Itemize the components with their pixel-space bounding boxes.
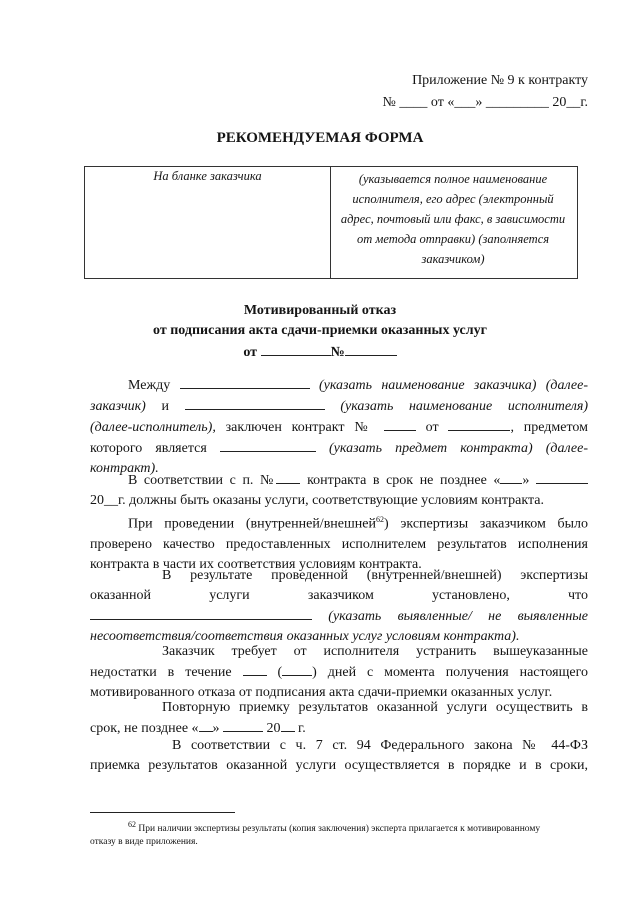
paragraph-deadline: В соответствии с п. № контракта в срок не позднее « » 20__г. должны быть оказаны услуги, соответствующие условиям контракта. bbox=[90, 470, 588, 511]
title-line-3: от № bbox=[0, 342, 640, 362]
title-line-2: от подписания акта сдачи-приемки оказанных услуг bbox=[153, 323, 487, 338]
contract-reference: № ____ от «___» _________ 20__г. bbox=[382, 95, 588, 110]
footnote: $^{62}$ При наличии экспертизы результаты (копия заключения) эксперта прилагается к мотивированному отказу в виде приложения. bbox=[90, 820, 541, 848]
form-label: РЕКОМЕНДУЕМАЯ ФОРМА bbox=[216, 130, 424, 146]
box-divider bbox=[330, 167, 331, 278]
paragraph-expertise: При проведении (внутренней/внешней$^{62}$) экспертизы заказчиком было проверено качество предоставленных исполнителем результатов исполнения контракта в части их соответствия условиям контракта. bbox=[90, 515, 589, 572]
date-blank bbox=[261, 342, 331, 356]
paragraph-requirement: Заказчик требует от исполнителя устранить вышеуказанные недостатки в течение ( ) дней с момента получения настоящего мотивированного отказа от подписания акта сдачи-приемки оказанных услуг. bbox=[90, 644, 588, 700]
number-blank bbox=[345, 342, 397, 356]
document-title bbox=[0, 302, 640, 362]
paragraph-federal-law: В соответствии с ч. 7 ст. 94 Федерального закона № 44-ФЗ приемка результатов оказанной услуги осуществляется в порядке и в сроки, bbox=[90, 738, 588, 773]
paragraph-results: В результате проведенной (внутренней/внешней) экспертизы оказанной услуги заказчиком установлено, что (указать выявленные/ не выявленные несоответствия/соответствия оказанных услуг условиям контракта). bbox=[90, 568, 588, 644]
box-right-text: (указывается полное наименование исполнителя, его адрес (электронный адрес, почтовый или факс, в зависимости от метода отправки) (заполняется заказчиком) bbox=[340, 172, 566, 266]
paragraph-reacceptance: Повторную приемку результатов оказанной услуги осуществить в срок, не позднее « » 20 г. bbox=[90, 700, 588, 736]
title-line-1: Мотивированный отказ bbox=[243, 303, 397, 318]
footnote-divider bbox=[90, 812, 235, 813]
appendix-label: Приложение № 9 к контракту bbox=[412, 73, 588, 88]
form-header-box bbox=[84, 166, 578, 279]
paragraph-parties: Между (указать наименование заказчика) (далее- заказчик) и (указать наименование исполнителя) (далее-исполнитель), заключен контракт № от , предметом которого является (указать предмет контракта) (далее- контракт). bbox=[90, 375, 588, 479]
box-left-text: На бланке заказчика bbox=[153, 169, 262, 183]
appendix-header bbox=[383, 72, 588, 112]
